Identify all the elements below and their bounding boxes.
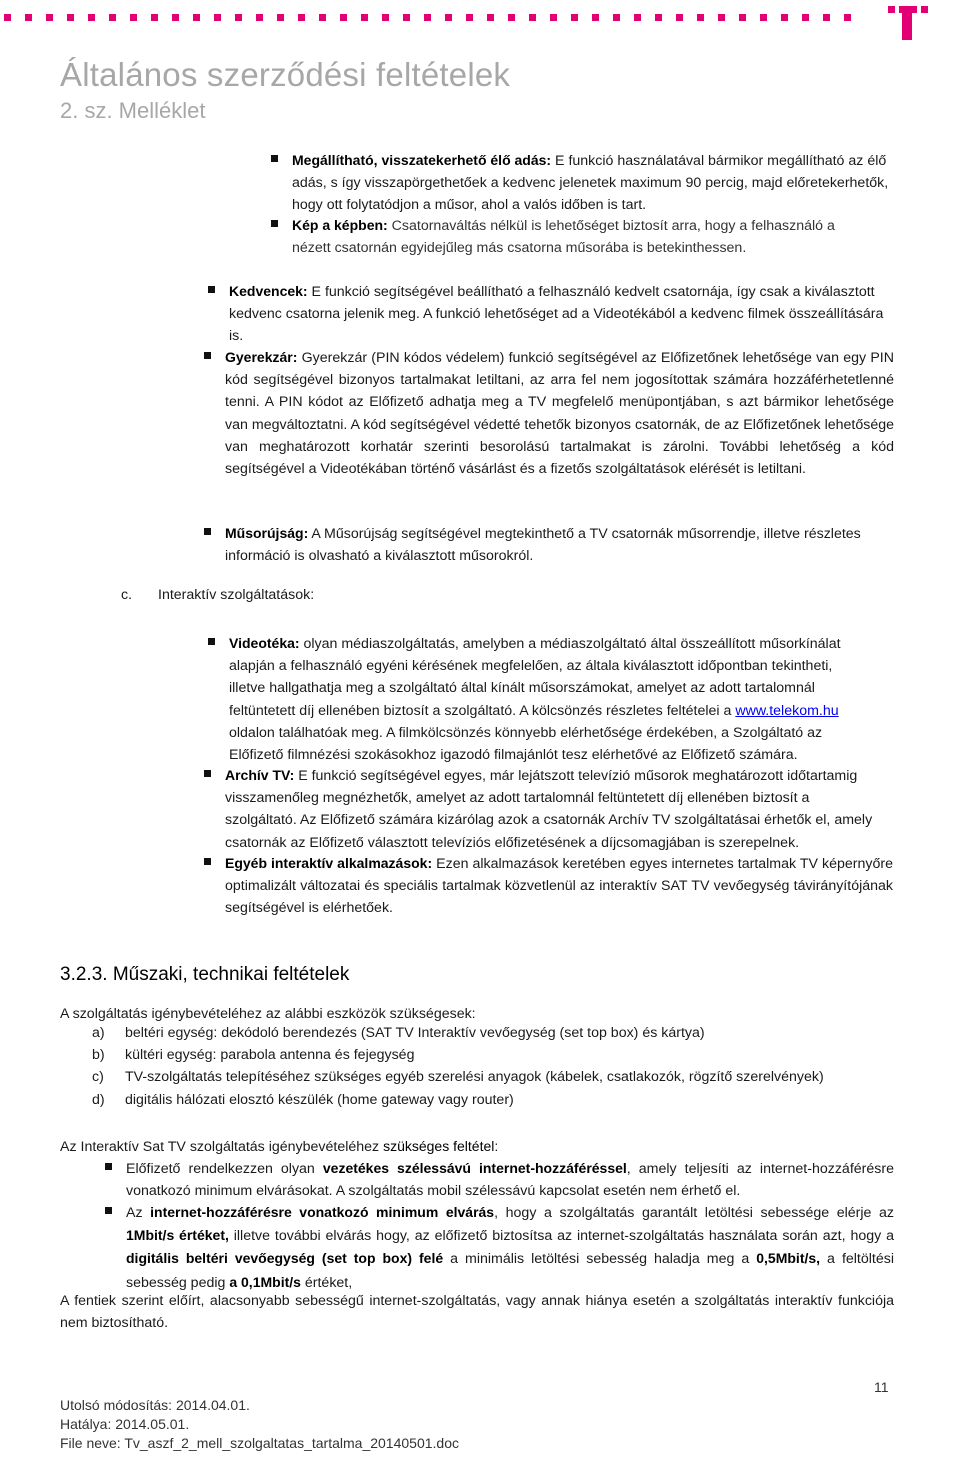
footer-filename: File neve: Tv_aszf_2_mell_szolgaltatas_tartalma_20140501.doc — [60, 1435, 459, 1451]
feature-text: Ezen alkalmazások keretében egyes internetes tartalmak TV képernyőre optimalizált változatai és speciális tartalmak közvetlenül az interaktív SAT TV vevőegység távirányítójának segítségével is elérhetőek. — [225, 856, 893, 917]
feature-term: Megállítható, visszatekerhető élő adás: — [292, 152, 552, 168]
brand-dot — [655, 14, 662, 21]
footer-effective: Hatálya: 2014.05.01. — [60, 1416, 190, 1432]
requirements-intro — [60, 1135, 900, 1158]
text: a minimális letöltési sebesség haladja meg a — [443, 1251, 757, 1268]
list-item: digitális hálózati elosztó készülék (home gateway vagy router) — [125, 1092, 514, 1108]
brand-dot — [25, 14, 32, 21]
list-item-label: b) — [92, 1047, 105, 1063]
feature-text: A Műsorújság segítségével megtekinthető a TV csatornák műsorrendje, illetve részletes információ is olvasható a kiválasztott műsorokról. — [225, 526, 861, 565]
brand-dot — [508, 14, 515, 21]
brand-dot — [277, 14, 284, 21]
brand-dot — [571, 14, 578, 21]
brand-dot-bar — [0, 14, 860, 26]
brand-dot — [697, 14, 704, 21]
feature-text: Csatornaváltás nélkül is lehetőséget biztosít arra, hogy a felhasználó a nézett csatornán egyidejűleg más csatorna műsorába is betekinthessen. — [292, 218, 835, 257]
footer-modified: Utolsó módosítás: 2014.04.01. — [60, 1397, 250, 1413]
tech-intro: A szolgáltatás igénybevételéhez az alábbi eszközök szükségesek: — [60, 1006, 476, 1022]
text: Előfizető rendelkezzen olyan — [126, 1161, 323, 1177]
brand-dot — [4, 14, 11, 21]
brand-dot — [802, 14, 809, 21]
page-number: 11 — [874, 1379, 889, 1395]
brand-dot — [844, 14, 851, 21]
brand-dot — [529, 14, 536, 21]
feature-term: Videotéka: — [229, 635, 300, 651]
text-emphasis: internet-hozzáférésre vonatkozó minimum elvárás — [150, 1204, 495, 1220]
feature-text: E funkció használatával bármikor megállítható az élő adás, s így visszapörgethetőek a kedvenc jelenetek maximum 90 percig, majd előretekerhetők, hogy ott folytatódjon a műsor, ahol a valós időben is tart. — [292, 153, 889, 214]
text: illetve további elvárás hogy, az előfizető biztosítsa az internet-szolgáltatás használata során azt, hogy a — [228, 1228, 894, 1245]
brand-dot — [256, 14, 263, 21]
text-emphasis: 0,5Mbit/s, — [756, 1250, 821, 1267]
telekom-link[interactable]: www.telekom.hu — [735, 702, 839, 719]
brand-dot — [235, 14, 242, 21]
requirement-broadband — [126, 1157, 894, 1202]
brand-dot — [445, 14, 452, 21]
text: Az — [126, 1205, 151, 1221]
brand-dot — [739, 14, 746, 21]
page-subtitle: 2. sz. Melléklet — [60, 98, 206, 123]
list-item: kültéri egység: parabola antenna és fejegység — [125, 1047, 415, 1063]
feature-term: Kedvencek: — [229, 283, 308, 299]
telekom-t-logo-icon — [888, 6, 928, 42]
brand-dot — [109, 14, 116, 21]
text: Az Interaktív Sat TV szolgáltatás igénybevételéhez — [60, 1139, 384, 1155]
feature-pause-live — [292, 149, 894, 217]
brand-dot — [298, 14, 305, 21]
list-item-label: c) — [92, 1069, 104, 1085]
brand-dot — [403, 14, 410, 21]
brand-dot — [319, 14, 326, 21]
brand-dot — [214, 14, 221, 21]
feature-favourites — [229, 280, 895, 348]
brand-dot — [361, 14, 368, 21]
list-item-label: a) — [92, 1025, 105, 1041]
tech-heading: 3.2.3. Műszaki, technikai feltételek — [60, 964, 350, 985]
feature-text: oldalon találhatóak meg. A filmkölcsönzés könnyebb elérhetősége érdekében, a Szolgáltató az Előfizető filmnézési szokásokhoz igazodó filmajánlót tesz elérhetővé az Előfizető számára. — [229, 724, 823, 764]
feature-epg — [225, 522, 894, 567]
brand-dot — [823, 14, 830, 21]
text-emphasis: szükséges feltétel — [383, 1138, 495, 1154]
brand-dot — [67, 14, 74, 21]
section-title: Interaktív szolgáltatások: — [158, 587, 315, 603]
brand-dot — [88, 14, 95, 21]
text: : — [494, 1139, 499, 1155]
brand-dot — [613, 14, 620, 21]
brand-dot — [550, 14, 557, 21]
feature-parental-lock — [225, 346, 894, 480]
brand-dot — [592, 14, 599, 21]
list-item: beltéri egység: dekódoló berendezés (SAT TV Interaktív vevőegység (set top box) és kártya) — [125, 1025, 705, 1041]
feature-term: Kép a képben: — [292, 217, 388, 233]
interactive-videoteka — [229, 632, 867, 766]
brand-dot — [718, 14, 725, 21]
feature-term: Archív TV: — [225, 767, 295, 783]
section-letter: c. — [121, 587, 133, 603]
text: értéket, — [300, 1274, 353, 1291]
feature-term: Gyerekzár: — [225, 349, 298, 365]
brand-dot — [172, 14, 179, 21]
list-item: TV-szolgáltatás telepítéséhez szükséges egyéb szerelési anyagok (kábelek, csatlakozók, rögzítő szerelvények) — [125, 1069, 824, 1085]
brand-dot — [340, 14, 347, 21]
brand-dot — [634, 14, 641, 21]
feature-text: E funkció segítségével egyes, már lejátszott televízió műsorok meghatározott időtartamig visszamenőleg megnézhetők, amelyet az adott tartalomnál feltüntetett díj ellenében biztosít a szolgáltató. Az Előfizető számára kizárólag azok a csatornák Archív TV szolgáltatásai érhetők el, amely csatornák az Előfizető választott televíziós előfizetésének a díjcsomagjában is szerepelnek. — [225, 768, 873, 851]
feature-pip — [292, 214, 864, 259]
text-emphasis: digitális beltéri vevőegység (set top box) felé — [126, 1250, 444, 1267]
brand-dot — [46, 14, 53, 21]
brand-dot — [676, 14, 683, 21]
brand-dot — [151, 14, 158, 21]
text-emphasis: a 0,1Mbit/s — [229, 1273, 301, 1290]
text: a feltöltési sebesség pedig — [126, 1251, 894, 1291]
text-emphasis: vezetékes szélessávú internet-hozzáféréssel — [322, 1160, 627, 1176]
interactive-other-apps — [225, 852, 893, 920]
feature-text: olyan médiaszolgáltatás, amelyben a médiaszolgáltató által összeállított műsorkínálat alapján a felhasználó egyéni kérésének megfelelően, az általa kiválasztott időpontban tekintheti, illetve hallgathatja meg a szolgáltató által kínált műsorszámokat, amelyet az adott tartalomnál feltüntetett díj ellenében biztosít a szolgáltató. A kölcsönzés részletes feltételei a — [229, 636, 841, 719]
requirement-speed — [126, 1201, 894, 1294]
brand-dot — [781, 14, 788, 21]
brand-dot — [424, 14, 431, 21]
feature-text: Gyerekzár (PIN kódos védelem) funkció segítségével az Előfizetőnek lehetősége van egy PIN kód segítségével bizonyos tartalmakat letiltani, az arra fel nem jogosítottak számára hozzáférhetetlenné tenni. A PIN kódot az Előfizető adhatja meg a TV megfelelő menüpontjában, s azt bármikor lehetősége van megváltoztatni. A kód segítségével védetté tehetők bizonyos csatornák, de az Előfizetőnek lehetősége van meghatározott korhatár szerinti besorolású tartalmakat is zárolni. További lehetőség a kód segítségével a Videotékában történő vásárlást és a fizetős szolgáltatások elérését is letiltani. — [225, 350, 894, 478]
text: , hogy a szolgáltatás garantált letöltési sebessége elérje az — [494, 1205, 894, 1221]
feature-term: Műsorújság: — [225, 525, 309, 541]
feature-term: Egyéb interaktív alkalmazások: — [225, 855, 433, 871]
list-item-label: d) — [92, 1092, 105, 1108]
text-emphasis: 1Mbit/s értéket, — [126, 1227, 229, 1244]
page-title: Általános szerződési feltételek — [60, 56, 511, 93]
feature-text: E funkció segítségével beállítható a felhasználó kedvelt csatornája, így csak a kiválasztott kedvenc csatorna jelenik meg. A funkció lehetőséget ad a Videotékából a kedvenc filmek összeállítására is. — [229, 284, 884, 345]
brand-dot — [466, 14, 473, 21]
brand-dot — [487, 14, 494, 21]
text: , amely teljesíti az internet-hozzáférésre vonatkozó minimum elvárásokat. A szolgáltatás mobil szélessávú kapcsolat esetén nem érhető el. — [126, 1161, 894, 1200]
closing-paragraph: A fentiek szerint előírt, alacsonyabb sebességű internet-szolgáltatás, vagy annak hiánya esetén a szolgáltatás interaktív funkciója nem biztosítható. — [60, 1293, 894, 1332]
interactive-archive-tv — [225, 764, 875, 854]
brand-dot — [760, 14, 767, 21]
brand-dot — [130, 14, 137, 21]
brand-dot — [193, 14, 200, 21]
brand-dot — [382, 14, 389, 21]
